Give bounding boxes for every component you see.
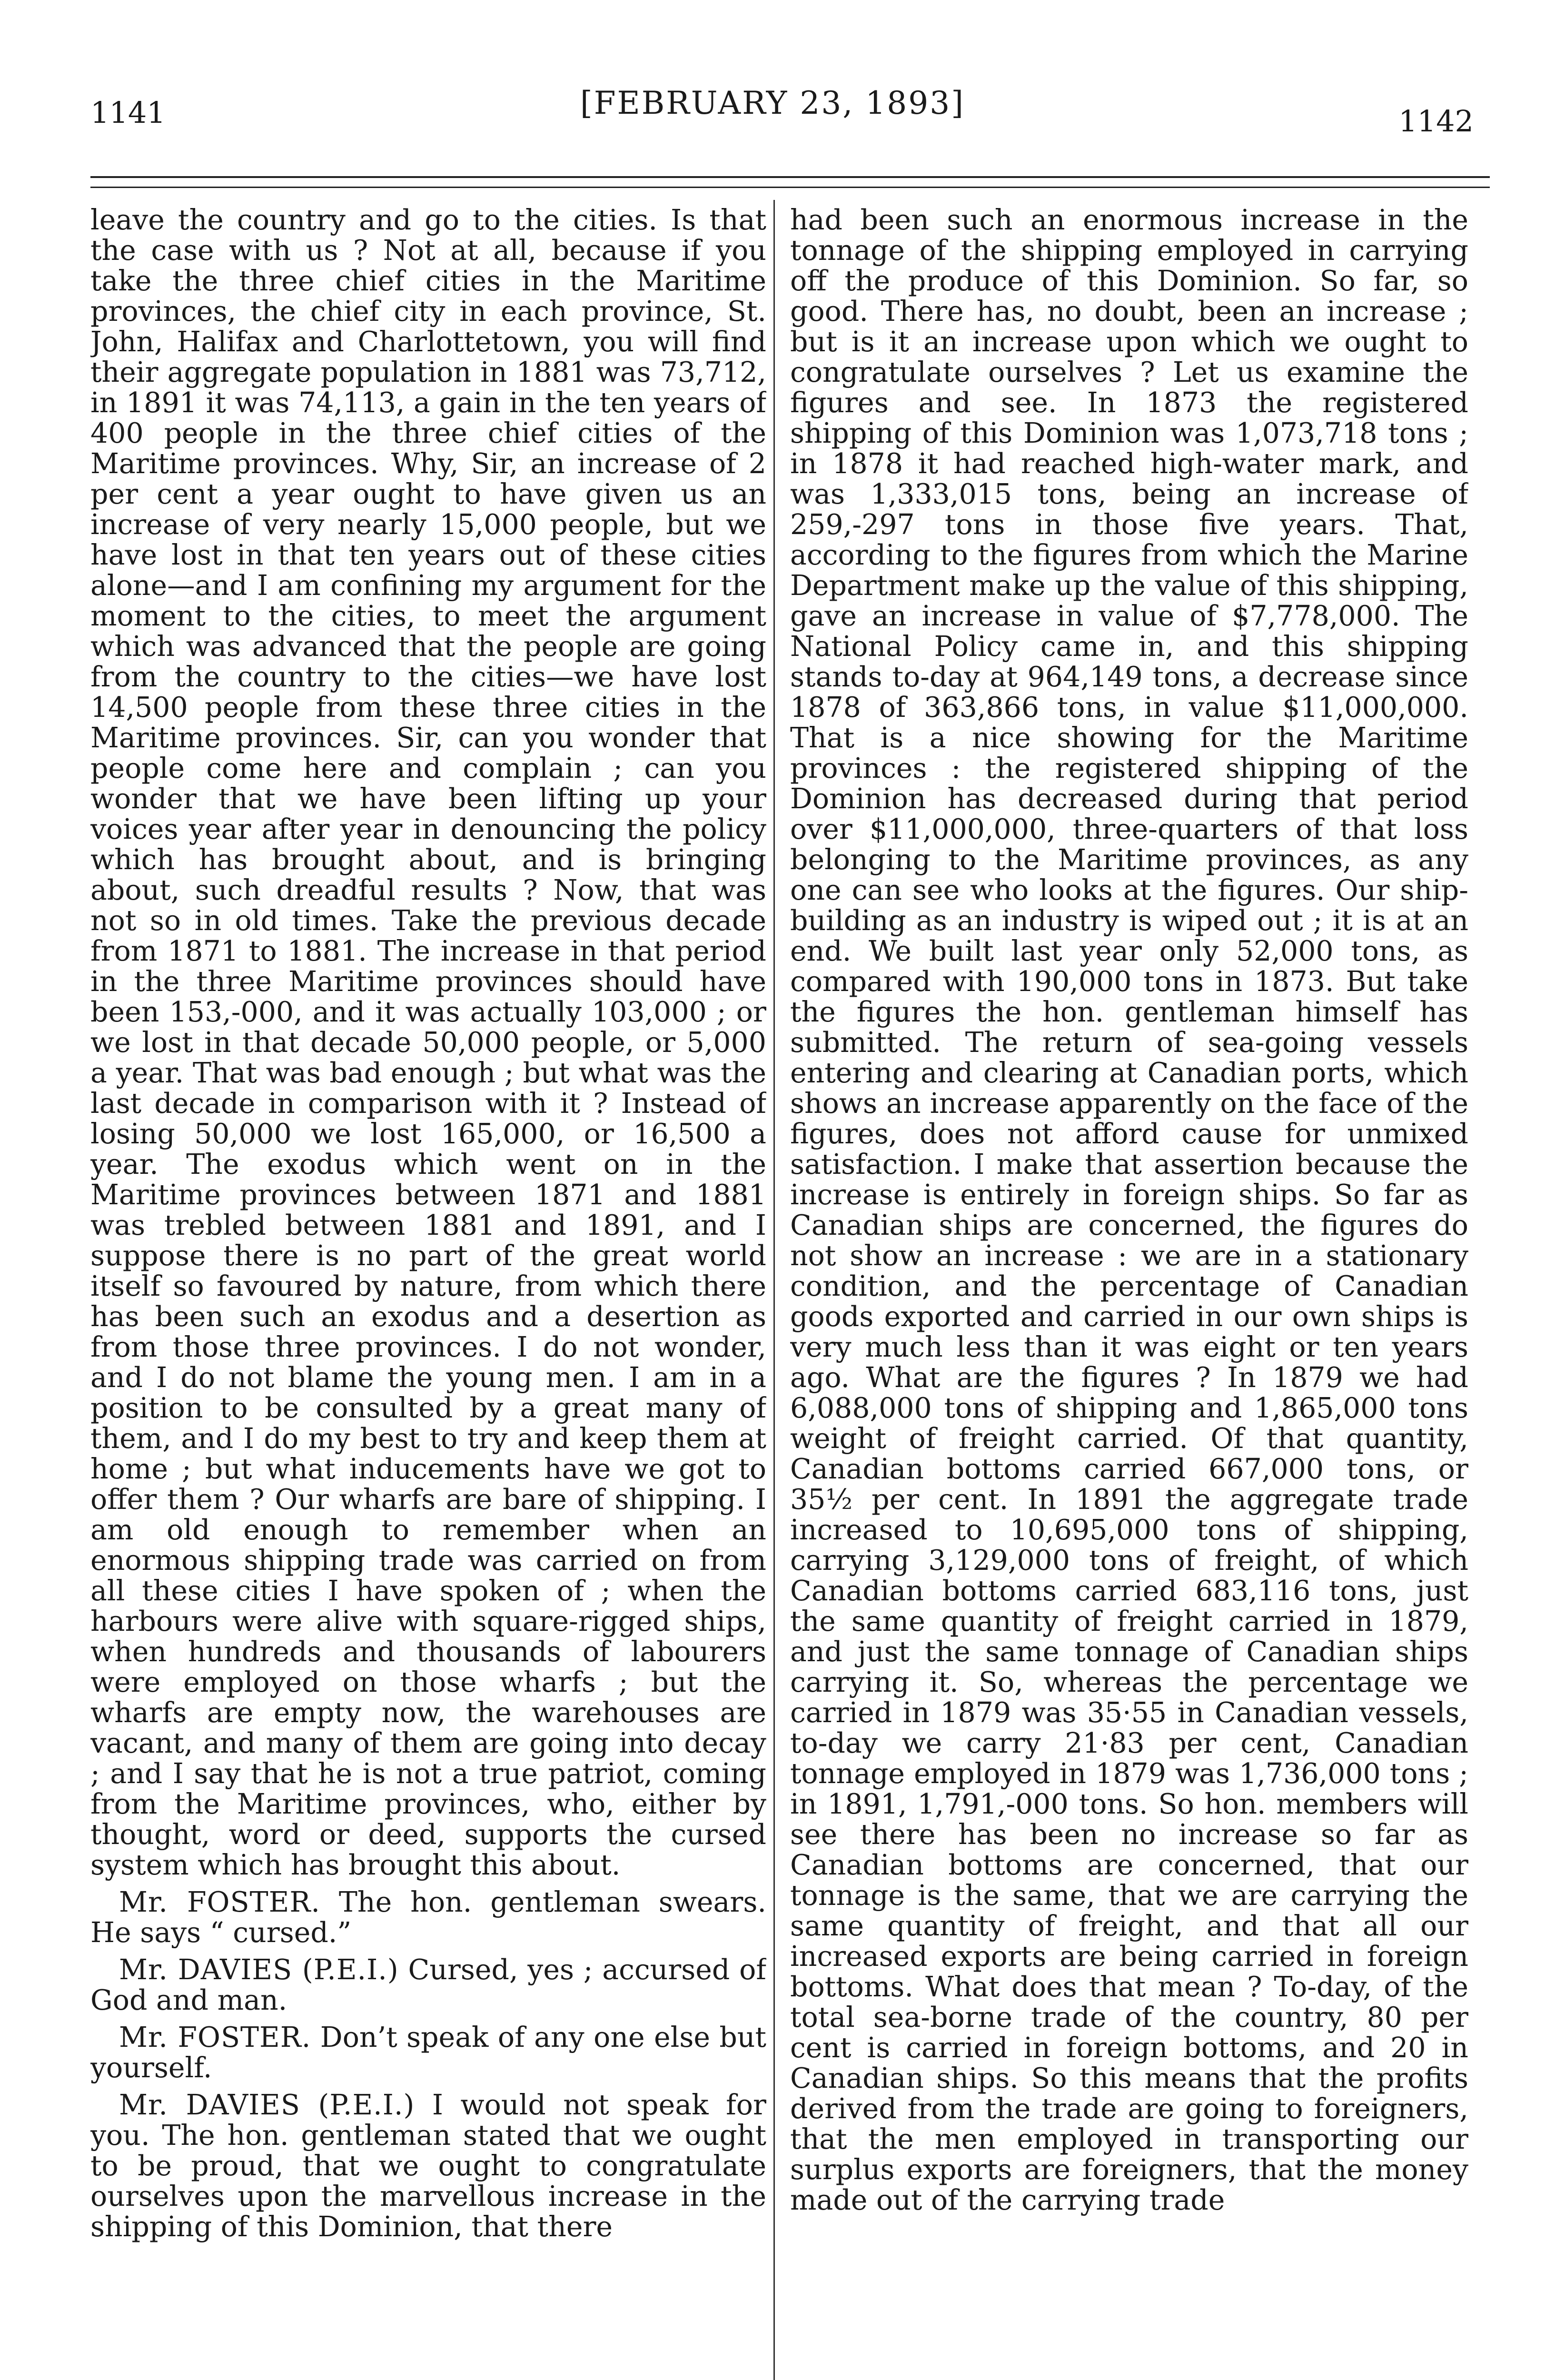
right-paragraph: had been such an enormous increase in the tonnage of the shipping employed in carrying off the produce of this Dominion. So far, so good. There has, no doubt, been an increase ; but is it an increase upon which we ought to congratulate ourselves ? Let us examine the figures and see. In 1873 the registered shipping of this Dominion was 1,073,718 tons ; in 1878 it had reached high-water mark, and was 1,333,015 tons, being an increase of 259,-297 tons in those five years. That, according to the figures from which the Marine Department make up the value of this shipping, gave an increase in value of $7,778,000. The National Policy came in, and this shipping stands to-day at 964,149 tons, a decrease since 1878 of 363,866 tons, in value $11,000,000. That is a nice showing for the Maritime provinces : the registered shipping of the Dominion has decreased during that period over $11,000,000, three-quarters of that loss belonging to the Maritime provinces, as any one can see who looks at the figures. Our ship-building as an industry is wiped out ; it is at an end. We built last year only 52,000 tons, as compared with 190,000 tons in 1873. But take the figures the hon. gentleman himself has submitted. The return of sea-going vessels entering and clearing at Canadian ports, which shows an increase apparently on the face of the figures, does not afford cause for unmixed satisfaction. I make that assertion because the increase is entirely in foreign ships. So far as Canadian ships are concerned, the figures do not show an increase : we are in a stationary condition, and the percentage of Canadian goods exported and carried in our own ships is very much less than it was eight or ten years ago. What are the figures ? In 1879 we had 6,088,000 tons of shipping and 1,865,000 tons weight of freight carried. Of that quantity, Canadian bottoms carried 667,000 tons, or 35½ per cent. In 1891 the aggregate trade increased to 10,695,000 tons of shipping, carrying 3,129,000 tons of freight, of which Canadian bottoms carried 683,116 tons, just the same quantity of freight carried in 1879, and just the same tonnage of Canadian ships carrying it. So, whereas the percentage we carried in 1879 was 35·55 in Canadian vessels, to-day we carry 21·83 per cent, Canadian tonnage employed in 1879 was 1,736,000 tons ; in 1891, 1,791,-000 tons. So hon. members will see there has been no increase so far as Canadian bottoms are concerned, that our tonnage is the same, that we are carrying the same quantity of freight, and that all our increased exports are being carried in foreign bottoms. What does that mean ? To-day, of the total sea-borne trade of the country, 80 per cent is carried in foreign bottoms, and 20 in Canadian ships. So this means that the profits derived from the trade are going to foreigners, that the men employed in transporting our surplus exports are foreigners, that the money made out of the carrying trade bbox=[790, 205, 1468, 2216]
header-rule-bottom bbox=[90, 187, 1490, 188]
speaker-name: Mr. DAVIES (P.E.I.) bbox=[119, 1954, 399, 1986]
left-paragraph: leave the country and go to the cities. Is that the case with us ? Not at all, because if you take the three chief cities in the Maritime provinces, the chief city in each province, St. John, Halifax and Charlottetown, you will find their aggregate population in 1881 was 73,712, in 1891 it was 74,113, a gain in the ten years of 400 people in the three chief cities of the Maritime provinces. Why, Sir, an increase of 2 per cent a year ought to have given us an increase of very nearly 15,000 people, but we have lost in that ten years out of these cities alone—and I am confining my argument for the moment to the cities, to meet the argument which was advanced that the people are going from the country to the cities—we have lost 14,500 people from these three cities in the Maritime provinces. Sir, can you wonder that people come here and complain ; can you wonder that we have been lifting up your voices year after year in denouncing the policy which has brought about, and is bringing about, such dreadful results ? Now, that was not so in old times. Take the previous decade from 1871 to 1881. The increase in that period in the three Maritime provinces should have been 153,-000, and it was actually 103,000 ; or we lost in that decade 50,000 people, or 5,000 a year. That was bad enough ; but what was the last decade in comparison with it ? Instead of losing 50,000 we lost 165,000, or 16,500 a year. The exodus which went on in the Maritime provinces between 1871 and 1881 was trebled between 1881 and 1891, and I suppose there is no part of the great world itself so favoured by nature, from which there has been such an exodus and a desertion as from those three provinces. I do not wonder, and I do not blame the young men. I am in a position to be consulted by a great many of them, and I do my best to try and keep them at home ; but what inducements have we got to offer them ? Our wharfs are bare of shipping. I am old enough to remember when an enormous shipping trade was carried on from all these cities I have spoken of ; when the harbours were alive with square-rigged ships, when hundreds and thousands of labourers were employed on those wharfs ; but the wharfs are empty now, the warehouses are vacant, and many of them are going into decay ; and I say that he is not a true patriot, coming from the Maritime provinces, who, either by thought, word or deed, supports the cursed system which has brought this about. bbox=[90, 205, 766, 1881]
speaker-name: Mr. FOSTER. bbox=[119, 2021, 311, 2053]
speech-text: Cursed, yes ; accursed of God and man. bbox=[90, 1954, 766, 2016]
speech-davies-1 bbox=[90, 1954, 766, 2015]
right-column bbox=[790, 205, 1468, 2375]
speaker-name: Mr. DAVIES (P.E.I.) bbox=[119, 2089, 415, 2121]
header-rule-top bbox=[90, 176, 1490, 178]
speech-foster-1 bbox=[90, 1887, 766, 1948]
page-number-right: 1142 bbox=[1398, 104, 1474, 139]
speech-davies-2 bbox=[90, 2090, 766, 2242]
speech-text: The hon. gentleman swears. He says “ cursed.” bbox=[90, 1886, 766, 1949]
speech-text: I would not speak for you. The hon. gentleman stated that we ought to be proud, that we ought to congratulate ourselves upon the marvellous increase in the shipping of this Dominion, that there bbox=[90, 2089, 766, 2243]
left-column bbox=[90, 205, 766, 2375]
speech-text: Don’t speak of any one else but yourself. bbox=[90, 2021, 766, 2084]
speech-foster-2 bbox=[90, 2022, 766, 2083]
page-number-left: 1141 bbox=[90, 95, 166, 130]
page-date-title: [FEBRUARY 23, 1893] bbox=[580, 85, 965, 121]
page-header bbox=[0, 0, 1545, 181]
speaker-name: Mr. FOSTER. bbox=[119, 1886, 320, 1918]
column-divider bbox=[773, 200, 775, 2380]
